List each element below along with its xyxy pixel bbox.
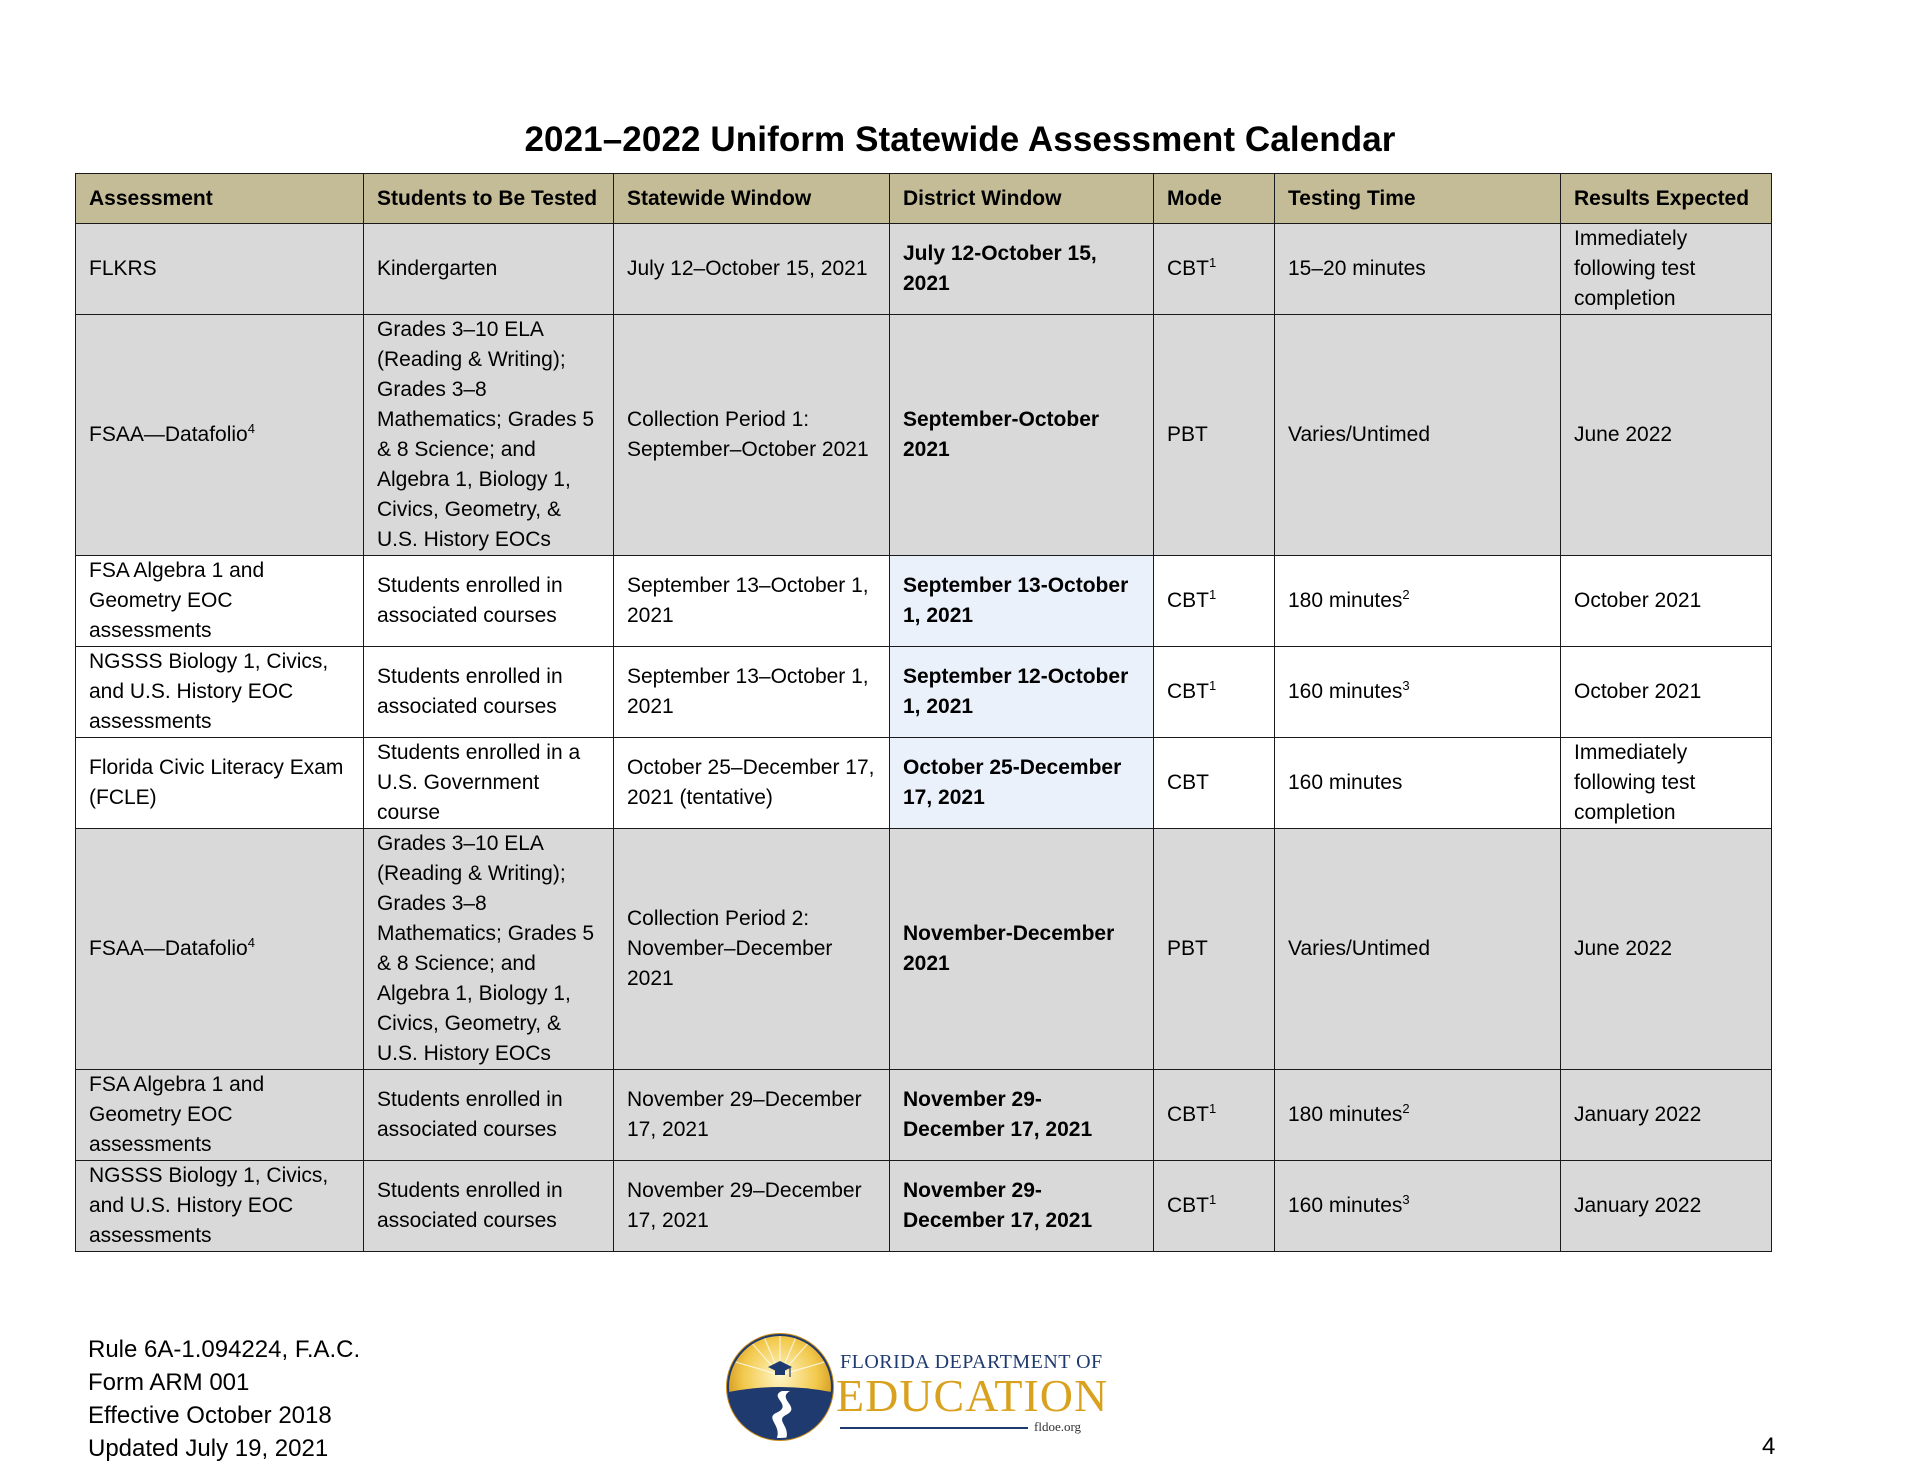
cell-testing-time: 160 minutes$^3$ bbox=[1275, 1161, 1561, 1252]
cell-results-expected: Immediately following test completion bbox=[1561, 224, 1772, 315]
cell-mode: PBT bbox=[1154, 315, 1275, 556]
cell-assessment: FLKRS bbox=[76, 224, 364, 315]
header-district-window: District Window bbox=[890, 174, 1154, 224]
header-results-expected: Results Expected bbox=[1561, 174, 1772, 224]
fldoe-logo bbox=[724, 1331, 1109, 1443]
logo-education-text: EDUCATION bbox=[836, 1370, 1109, 1421]
cell-statewide-window: October 25–December 17, 2021 (tentative) bbox=[614, 738, 890, 829]
footer-updated-line: Updated July 19, 2021 bbox=[88, 1435, 329, 1462]
cell-students: Students enrolled in associated courses bbox=[364, 1161, 614, 1252]
table-row bbox=[76, 829, 1772, 1070]
cell-district-window: July 12-October 15, 2021 bbox=[890, 224, 1154, 315]
cell-testing-time: 180 minutes$^2$ bbox=[1275, 1070, 1561, 1161]
cell-testing-time: 160 minutes$^3$ bbox=[1275, 647, 1561, 738]
cell-mode: CBT$^1$ bbox=[1154, 1161, 1275, 1252]
cell-students: Grades 3–10 ELA (Reading & Writing); Grades 3–8 Mathematics; Grades 5 & 8 Science; and Algebra 1, Biology 1, Civics, Geometry, & U.S. History EOCs bbox=[364, 315, 614, 556]
cell-assessment: NGSSS Biology 1, Civics, and U.S. History EOC assessments bbox=[76, 647, 364, 738]
rule-footer bbox=[88, 1333, 360, 1465]
cell-students: Grades 3–10 ELA (Reading & Writing); Grades 3–8 Mathematics; Grades 5 & 8 Science; and Algebra 1, Biology 1, Civics, Geometry, & U.S. History EOCs bbox=[364, 829, 614, 1070]
cell-statewide-window: September 13–October 1, 2021 bbox=[614, 647, 890, 738]
cell-mode: CBT$^1$ bbox=[1154, 224, 1275, 315]
cell-mode: CBT bbox=[1154, 738, 1275, 829]
cell-mode: PBT bbox=[1154, 829, 1275, 1070]
cell-results-expected: October 2021 bbox=[1561, 647, 1772, 738]
header-testing-time: Testing Time bbox=[1275, 174, 1561, 224]
cell-statewide-window: Collection Period 2: November–December 2021 bbox=[614, 829, 890, 1070]
cell-testing-time: 180 minutes$^2$ bbox=[1275, 556, 1561, 647]
header-assessment: Assessment bbox=[76, 174, 364, 224]
cell-mode: CBT$^1$ bbox=[1154, 1070, 1275, 1161]
cell-testing-time: Varies/Untimed bbox=[1275, 829, 1561, 1070]
page-number: 4 bbox=[1762, 1433, 1776, 1460]
cell-testing-time: Varies/Untimed bbox=[1275, 315, 1561, 556]
cell-district-window: October 25-December 17, 2021 bbox=[890, 738, 1154, 829]
logo-url-text: fldoe.org bbox=[1034, 1419, 1082, 1434]
cell-results-expected: Immediately following test completion bbox=[1561, 738, 1772, 829]
cell-district-window: September 13-October 1, 2021 bbox=[890, 556, 1154, 647]
cell-district-window: November 29-December 17, 2021 bbox=[890, 1161, 1154, 1252]
header-students: Students to Be Tested bbox=[364, 174, 614, 224]
cell-assessment: FSAA—Datafolio$^4$ bbox=[76, 315, 364, 556]
cell-students: Students enrolled in associated courses bbox=[364, 647, 614, 738]
cell-assessment: Florida Civic Literacy Exam (FCLE) bbox=[76, 738, 364, 829]
footer-form-line: Form ARM 001 bbox=[88, 1369, 250, 1396]
cell-results-expected: June 2022 bbox=[1561, 829, 1772, 1070]
cell-assessment: FSAA—Datafolio$^4$ bbox=[76, 829, 364, 1070]
cell-statewide-window: September 13–October 1, 2021 bbox=[614, 556, 890, 647]
cell-students: Students enrolled in a U.S. Government course bbox=[364, 738, 614, 829]
cell-statewide-window: November 29–December 17, 2021 bbox=[614, 1161, 890, 1252]
header-mode: Mode bbox=[1154, 174, 1275, 224]
assessment-calendar-table bbox=[75, 173, 1772, 1252]
cell-assessment: NGSSS Biology 1, Civics, and U.S. History EOC assessments bbox=[76, 1161, 364, 1252]
table-row bbox=[76, 556, 1772, 647]
table-row bbox=[76, 1070, 1772, 1161]
cell-testing-time: 15–20 minutes bbox=[1275, 224, 1561, 315]
cell-students: Students enrolled in associated courses bbox=[364, 1070, 614, 1161]
cell-district-window: November-December 2021 bbox=[890, 829, 1154, 1070]
cell-district-window: September 12-October 1, 2021 bbox=[890, 647, 1154, 738]
cell-results-expected: June 2022 bbox=[1561, 315, 1772, 556]
logo-underline bbox=[840, 1427, 1028, 1429]
cell-statewide-window: November 29–December 17, 2021 bbox=[614, 1070, 890, 1161]
table-row bbox=[76, 315, 1772, 556]
footer-effective-line: Effective October 2018 bbox=[88, 1402, 332, 1429]
cell-results-expected: January 2022 bbox=[1561, 1161, 1772, 1252]
cell-testing-time: 160 minutes bbox=[1275, 738, 1561, 829]
table-row bbox=[76, 647, 1772, 738]
logo-dept-text: FLORIDA DEPARTMENT OF bbox=[840, 1351, 1103, 1373]
table-header-row bbox=[76, 174, 1772, 224]
cell-mode: CBT$^1$ bbox=[1154, 556, 1275, 647]
table-row bbox=[76, 1161, 1772, 1252]
cell-statewide-window: Collection Period 1: September–October 2021 bbox=[614, 315, 890, 556]
cell-district-window: September-October 2021 bbox=[890, 315, 1154, 556]
table-row bbox=[76, 224, 1772, 315]
cell-results-expected: January 2022 bbox=[1561, 1070, 1772, 1161]
cell-district-window: November 29-December 17, 2021 bbox=[890, 1070, 1154, 1161]
cell-assessment: FSA Algebra 1 and Geometry EOC assessments bbox=[76, 556, 364, 647]
fldoe-emblem-icon bbox=[724, 1331, 836, 1443]
footer-rule-line: Rule 6A-1.094224, F.A.C. bbox=[88, 1336, 361, 1363]
cell-statewide-window: July 12–October 15, 2021 bbox=[614, 224, 890, 315]
cell-results-expected: October 2021 bbox=[1561, 556, 1772, 647]
cell-assessment: FSA Algebra 1 and Geometry EOC assessments bbox=[76, 1070, 364, 1161]
page-title: 2021–2022 Uniform Statewide Assessment Calendar bbox=[524, 120, 1396, 159]
cell-students: Students enrolled in associated courses bbox=[364, 556, 614, 647]
cell-mode: CBT$^1$ bbox=[1154, 647, 1275, 738]
table-row bbox=[76, 738, 1772, 829]
header-statewide-window: Statewide Window bbox=[614, 174, 890, 224]
cell-students: Kindergarten bbox=[364, 224, 614, 315]
